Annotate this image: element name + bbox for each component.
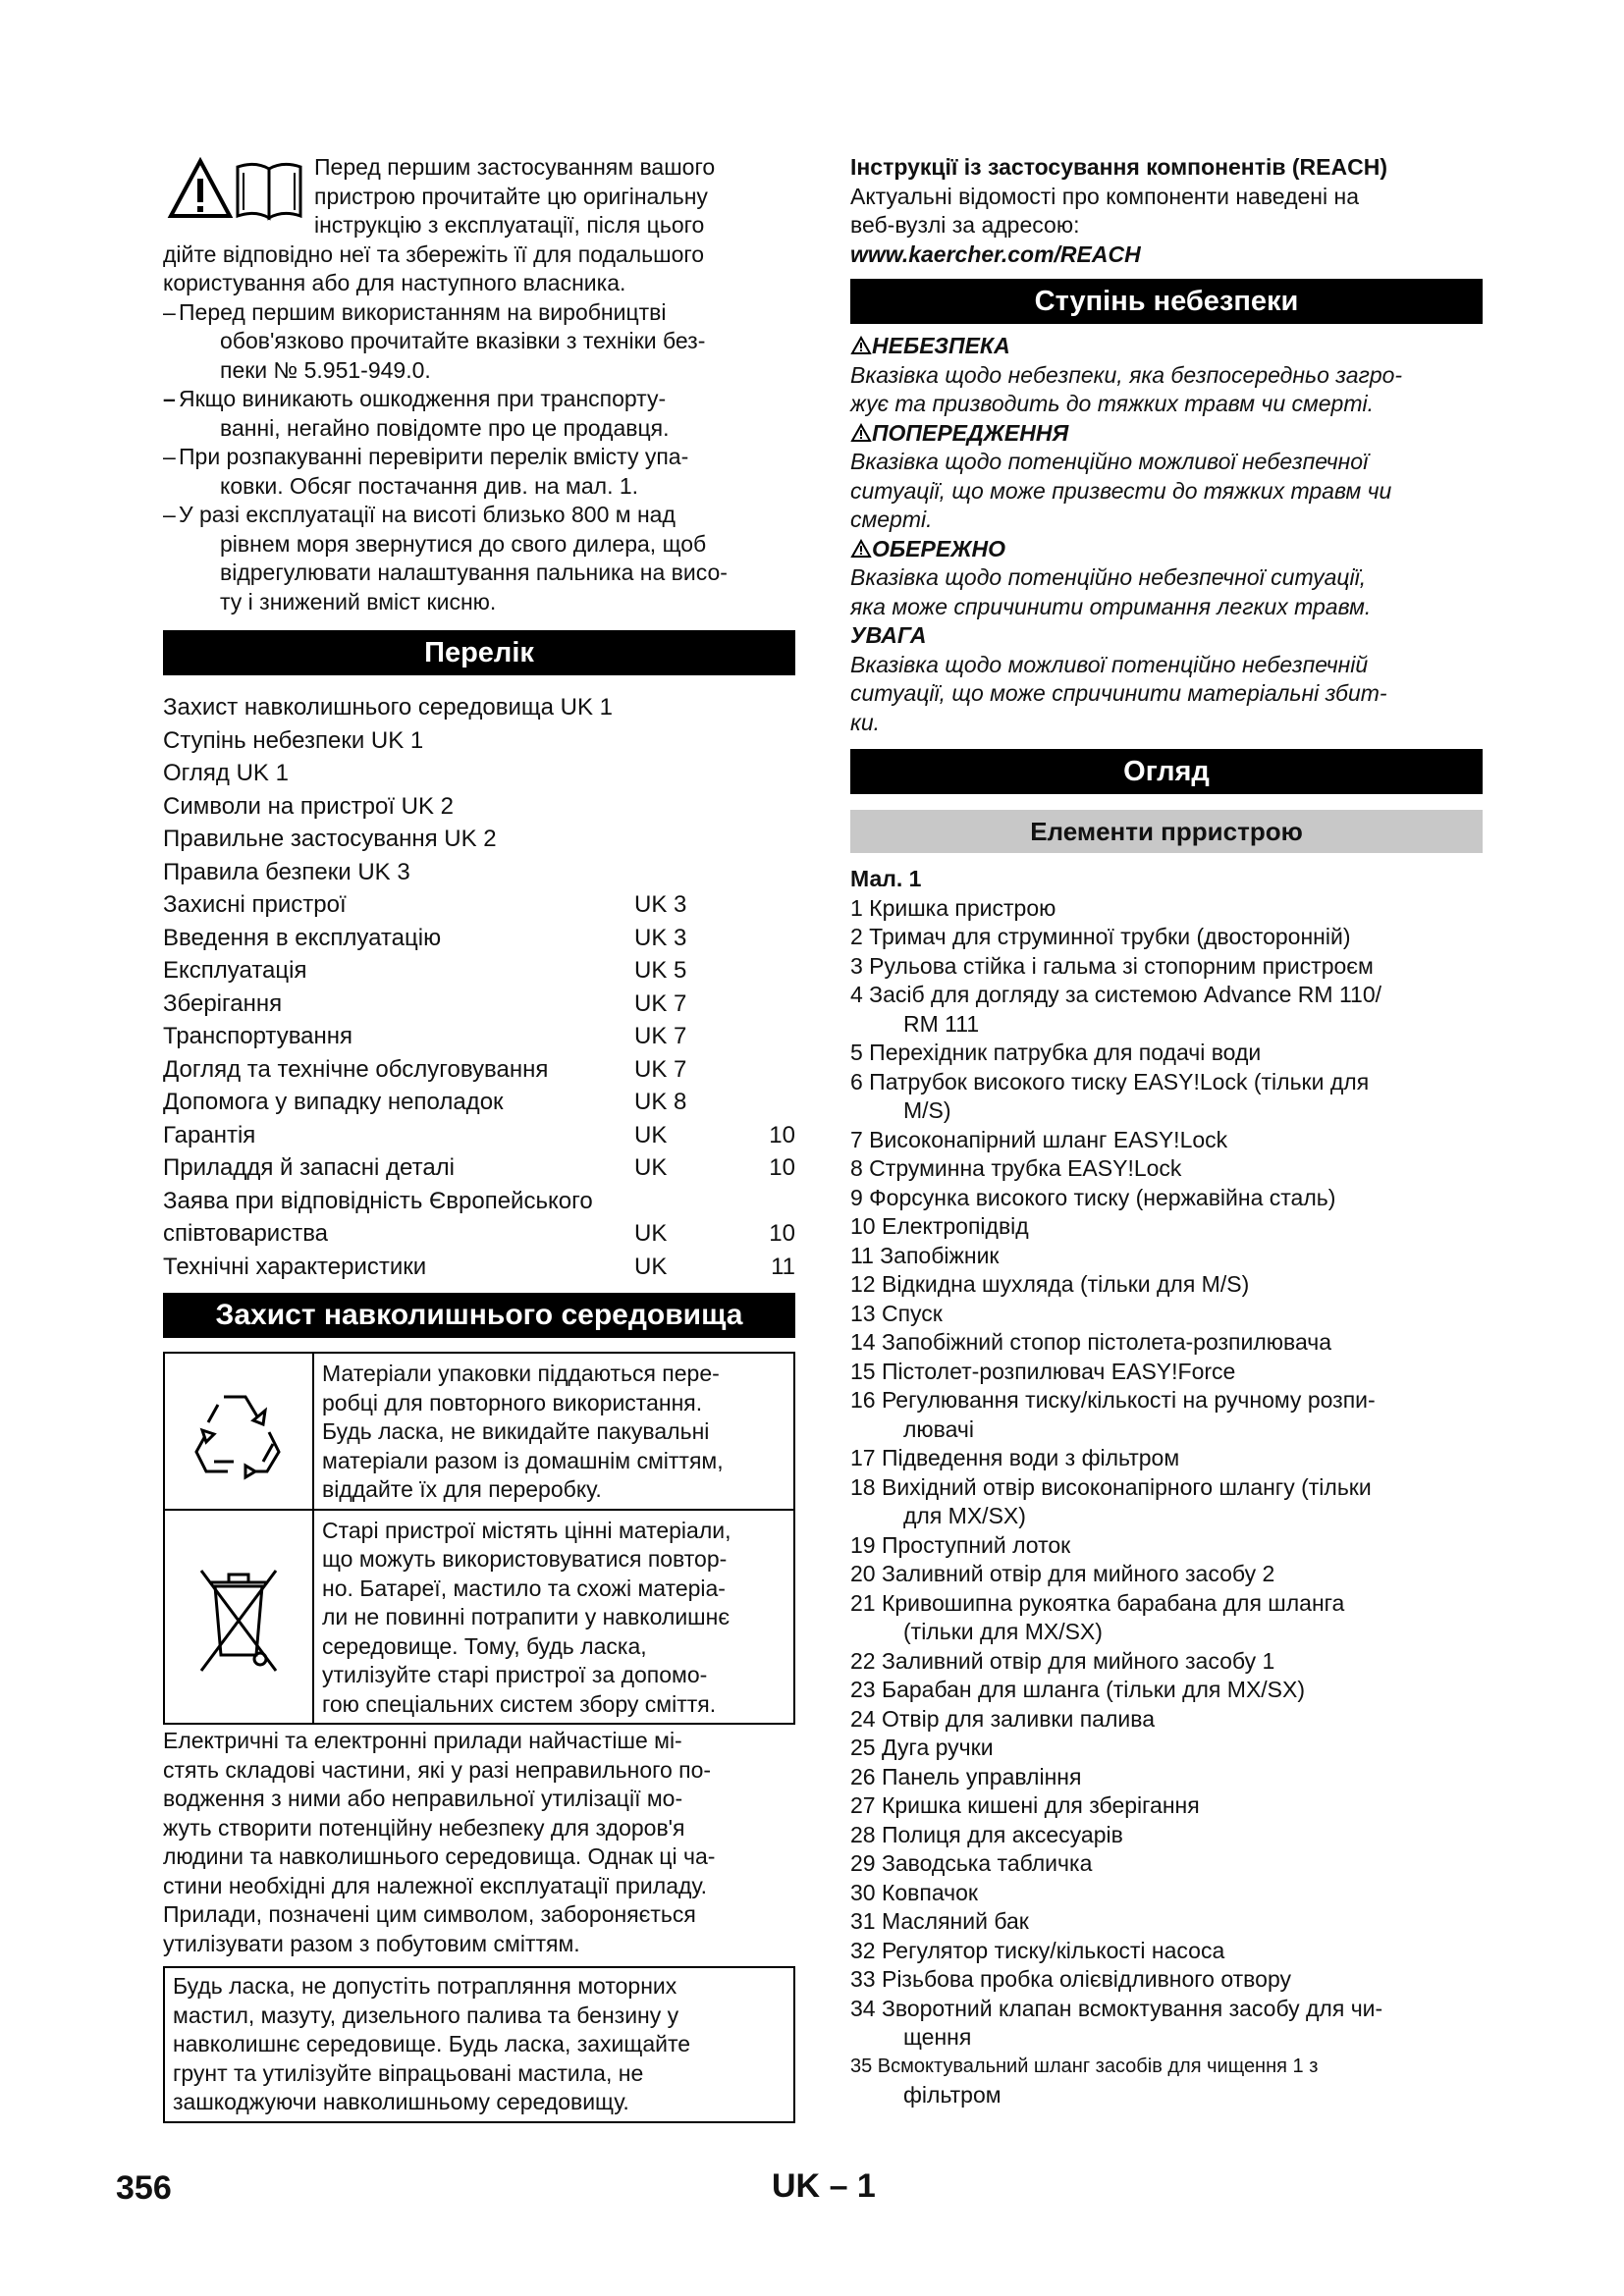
- device-element-item: [850, 1965, 1483, 1995]
- item-line: 9 Форсунка високого тиску (нержавійна сталь): [850, 1184, 1336, 1210]
- device-element-item: [850, 923, 1483, 952]
- env-text-line: Будь ласка, не викидайте пакувальні: [322, 1418, 710, 1444]
- env-text-line: Старі пристрої містять цінні матеріали,: [322, 1517, 731, 1543]
- danger-label: НЕБЕЗПЕКА: [850, 332, 1483, 361]
- device-element-item: [850, 1358, 1483, 1387]
- toc-entry-uk: UK 3: [634, 924, 687, 951]
- toc-entry-page: [752, 1086, 795, 1119]
- device-element-item: [850, 1270, 1483, 1300]
- toc-entry-uk: [634, 724, 752, 758]
- toc-entry-uk: UK: [634, 1220, 668, 1247]
- toc-entry-page: [752, 988, 795, 1021]
- intro-bullet: – При розпакуванні перевірити перелік вмісту упа- ковки. Обсяг постачання див. на мал. 1.: [163, 443, 795, 501]
- device-element-item: [850, 1154, 1483, 1184]
- toc-entry-name: Заява при відповідність Європейського: [163, 1187, 593, 1214]
- figure-label: Мал. 1: [850, 866, 922, 891]
- device-element-item: [850, 1734, 1483, 1763]
- device-element-item: [850, 1995, 1483, 2053]
- item-line: 10 Електропідвід: [850, 1213, 1029, 1239]
- text-line: Електричні та електронні прилади найчастіше мі-: [163, 1728, 682, 1753]
- danger-levels: [850, 332, 1483, 737]
- item-line: 20 Заливний отвір для мийного засобу 2: [850, 1561, 1275, 1586]
- danger-text-line: ситуації, що може призвести до тяжких травм чи: [850, 477, 1392, 504]
- text-line: жуть створити потенційну небезпеку для здоров'я: [163, 1814, 685, 1841]
- item-line: 4 Засіб для догляду за системою Advance RM 110/: [850, 982, 1382, 1007]
- device-elements-list: [850, 894, 1483, 2110]
- toc-entry-page: [752, 922, 795, 955]
- bullet-line: Перед першим використанням на виробництві: [179, 298, 667, 325]
- toc-entry-page: 10: [769, 1154, 795, 1181]
- device-element-item: [850, 1791, 1483, 1821]
- intro-line: інструкцію з експлуатації, після цього: [314, 212, 705, 238]
- toc-entry-name: Технічні характеристики: [163, 1253, 427, 1280]
- intro-line: дійте відповідно неї та збережіть її для подальшого: [163, 240, 705, 267]
- toc-entry-name: Введення в експлуатацію: [163, 924, 442, 951]
- item-line: 31 Масляний бак: [850, 1908, 1029, 1934]
- toc-entry: [163, 790, 795, 824]
- device-element-item: [850, 1242, 1483, 1271]
- device-element-item: [850, 1821, 1483, 1850]
- item-line: 24 Отвір для заливки палива: [850, 1705, 1155, 1732]
- danger-text-line: смерті.: [850, 507, 933, 532]
- toc-entry-uk: UK 7: [634, 989, 687, 1017]
- toc-entry-page: [752, 757, 795, 790]
- item-line: 14 Запобіжний стопор пістолета-розпилювача: [850, 1329, 1332, 1355]
- device-element-item: [850, 1763, 1483, 1792]
- item-line: 1 Кришка пристрою: [850, 894, 1056, 921]
- intro-bullet: – У разі експлуатації на висоті близько 800 м над рівнем моря звернутися до свого дилера, щоб відрегулювати налаштування пальника на висо- ту і знижений вміст кисню.: [163, 501, 795, 616]
- text-line: людини та навколишнього середовища. Однак ці ча-: [163, 1843, 716, 1869]
- device-element-item: [850, 1039, 1483, 1068]
- env-row-bin: [165, 1509, 793, 1724]
- left-column: [163, 153, 795, 2123]
- bullet-line: ковки. Обсяг постачання див. на мал. 1.: [220, 472, 639, 499]
- env-text-line: середовище. Тому, будь ласка,: [322, 1632, 647, 1659]
- toc-entry: [163, 1020, 795, 1053]
- item-line: 30 Ковпачок: [850, 1879, 978, 1905]
- danger-text-line: Вказівка щодо небезпеки, яка безпосередньо загро-: [850, 361, 1403, 388]
- bullet-line: ванні, негайно повідомте про це продавця.: [220, 414, 670, 441]
- warning-triangle-icon: [850, 420, 872, 446]
- toc-entry-uk: [634, 823, 752, 856]
- device-element-item: [850, 1937, 1483, 1966]
- text-line: утилізувати разом з побутовим сміттям.: [163, 1930, 580, 1956]
- item-line: 17 Підведення води з фільтром: [850, 1445, 1180, 1470]
- danger-text-line: Вказівка щодо можливої потенційно небезпечній: [850, 651, 1369, 677]
- toc-entry-uk: UK 7: [634, 1055, 687, 1083]
- device-element-item: [850, 1907, 1483, 1937]
- item-line: RM 111: [903, 1010, 980, 1037]
- danger-label: ОБЕРЕЖНО: [850, 535, 1483, 564]
- toc-entry: [163, 1053, 795, 1087]
- danger-text-line: Вказівка щодо потенційно можливої небезпечної: [850, 449, 1369, 474]
- device-element-item: [850, 1300, 1483, 1329]
- toc-entry-name: Експлуатація: [163, 957, 307, 984]
- env-text-line: Матеріали упаковки піддаються пере-: [322, 1361, 720, 1386]
- item-line: 11 Запобіжник: [850, 1242, 1000, 1268]
- toc-entry-uk: [634, 691, 752, 724]
- intro-line: пристрою прочитайте цю оригінальну: [314, 183, 708, 209]
- toc-entry-uk: [634, 856, 752, 889]
- electro-paragraph: [163, 1727, 795, 1958]
- item-line: 33 Різьбова пробка олієвідливного отвору: [850, 1966, 1291, 1992]
- toc-entry: [163, 1217, 795, 1251]
- device-element-item: [850, 2053, 1483, 2110]
- device-element-item: [850, 1647, 1483, 1677]
- danger-text-line: яка може спричинити отримання легких травм.: [850, 593, 1372, 619]
- device-element-item: [850, 1068, 1483, 1126]
- toc-entry-uk: UK 3: [634, 891, 687, 918]
- device-element-item: [850, 1589, 1483, 1647]
- item-line: 15 Пістолет-розпилювач EASY!Force: [850, 1358, 1236, 1384]
- toc-entry-page: [752, 1053, 795, 1087]
- env-table: [163, 1352, 795, 1725]
- item-line: 29 Заводська табличка: [850, 1850, 1093, 1876]
- toc-entry-page: [752, 823, 795, 856]
- item-line: 25 Дуга ручки: [850, 1735, 994, 1760]
- device-element-item: [850, 1444, 1483, 1473]
- item-line: 18 Вихідний отвір високонапірного шлангу (тільки: [850, 1473, 1372, 1500]
- warning-triangle-icon: [850, 333, 872, 358]
- text-line: мастил, мазуту, дизельного палива та бензину у: [173, 2002, 679, 2028]
- env-text-line: утилізуйте старі пристрої за допомо-: [322, 1662, 708, 1687]
- device-element-item: [850, 952, 1483, 982]
- item-line: лювачі: [903, 1415, 975, 1442]
- reach-url-link[interactable]: www.kaercher.com/REACH: [850, 240, 1141, 267]
- bullet-line: При розпакуванні перевірити перелік вмісту упа-: [179, 444, 689, 469]
- toc-entry-name: Приладдя й запасні деталі: [163, 1154, 456, 1181]
- device-element-item: [850, 1560, 1483, 1589]
- toc-entry: [163, 922, 795, 955]
- toc-entry-page: 10: [769, 1121, 795, 1148]
- toc-entry-uk: UK: [634, 1154, 668, 1181]
- reach-line: Актуальні відомості про компоненти наведені на: [850, 183, 1359, 209]
- item-line: 2 Тримач для струминної трубки (двосторонній): [850, 924, 1351, 949]
- toc-entry-name: Догляд та технічне обслуговування: [163, 1055, 549, 1083]
- intro-bullet: – Перед першим використанням на виробництві обов'язково прочитайте вказівки з техніки без- пеки № 5.951-949.0.: [163, 298, 795, 386]
- text-line: навколишнє середовище. Будь ласка, захищайте: [173, 2031, 691, 2056]
- toc-entry-page: [752, 856, 795, 889]
- item-line: 8 Струминна трубка EASY!Lock: [850, 1155, 1182, 1181]
- item-line: 19 Проступний лоток: [850, 1531, 1071, 1558]
- env-text-line: віддайте їх для переробку.: [322, 1476, 602, 1502]
- toc-entry-page: [752, 888, 795, 922]
- env-text-line: гою спеціальних систем збору сміття.: [322, 1690, 717, 1717]
- danger-label: УВАГА: [850, 622, 927, 648]
- toc-entry-name: Ступінь небезпеки UK 1: [163, 726, 424, 754]
- intro-block: [163, 153, 795, 298]
- table-of-contents: [163, 691, 795, 1283]
- toc-entry-name: Транспортування: [163, 1023, 353, 1049]
- env-text-line: матеріали разом із домашнім сміттям,: [322, 1447, 724, 1473]
- toc-entry: [163, 1119, 795, 1152]
- env-text-line: но. Батареї, мастило та схожі матеріа-: [322, 1575, 726, 1601]
- device-element-item: [850, 1705, 1483, 1735]
- item-line: 34 Зворотний клапан всмоктування засобу для чи-: [850, 1995, 1383, 2021]
- toc-entry-uk: UK 5: [634, 957, 687, 984]
- text-line: стять складові частини, які у разі неправильного по-: [163, 1756, 712, 1783]
- device-element-item: [850, 1184, 1483, 1213]
- item-line: 16 Регулювання тиску/кількості на ручному розпи-: [850, 1387, 1376, 1413]
- toc-entry-page: [752, 1185, 795, 1218]
- bullet-line: відрегулювати налаштування пальника на висо-: [220, 560, 728, 585]
- env-heading: Захист навколишнього середовища: [163, 1293, 795, 1338]
- toc-entry: [163, 1151, 795, 1185]
- device-element-item: [850, 1849, 1483, 1879]
- intro-line: Перед першим застосуванням вашого: [314, 154, 716, 180]
- item-line: 7 Високонапірний шланг EASY!Lock: [850, 1126, 1228, 1152]
- toc-entry: [163, 757, 795, 790]
- toc-entry: [163, 1185, 795, 1218]
- text-line: зашкоджуючи навколишньому середовищу.: [173, 2089, 629, 2114]
- item-line: 21 Кривошипна рукоятка барабана для шланга: [850, 1589, 1345, 1616]
- bullet-line: пеки № 5.951-949.0.: [220, 356, 431, 383]
- toc-entry: [163, 691, 795, 724]
- bullet-line: обов'язково прочитайте вказівки з техніки без-: [220, 328, 706, 353]
- item-line: 3 Рульова стійка і гальма зі стопорним пристроєм: [850, 952, 1374, 979]
- toc-entry-name: Допомога у випадку неполадок: [163, 1089, 504, 1115]
- toc-entry-page: [752, 954, 795, 988]
- item-line: щення: [903, 2024, 972, 2050]
- overview-heading: Огляд: [850, 749, 1483, 794]
- text-line: водження з ними або неправильної утилізації мо-: [163, 1786, 683, 1811]
- text-line: Прилади, позначені цим символом, забороняється: [163, 1901, 696, 1927]
- toc-entry-name: Захист навколишнього середовища UK 1: [163, 694, 614, 721]
- bullet-line: рівнем моря звернутися до свого дилера, щоб: [220, 530, 707, 557]
- toc-entry: [163, 856, 795, 889]
- toc-entry: [163, 988, 795, 1021]
- toc-entry-page: 10: [769, 1220, 795, 1247]
- item-line: фільтром: [903, 2082, 1001, 2108]
- reach-line: веб-вузлі за адресою:: [850, 212, 1080, 238]
- toc-entry: [163, 823, 795, 856]
- toc-entry-uk: [634, 1185, 752, 1218]
- device-element-item: [850, 1879, 1483, 1908]
- intro-bullet: – Якщо виникають ошкодження при транспорту- ванні, негайно повідомте про це продавця.: [163, 385, 795, 443]
- toc-entry-name: Гарантія: [163, 1121, 256, 1148]
- danger-text-line: жує та призводить до тяжких травм чи смерті.: [850, 391, 1375, 416]
- toc-entry-uk: UK: [634, 1121, 668, 1148]
- recycle-icon: [185, 1377, 293, 1485]
- toc-entry: [163, 888, 795, 922]
- toc-entry-page: [752, 790, 795, 824]
- bullet-line: ту і знижений вміст кисню.: [220, 588, 497, 614]
- device-element-item: [850, 1212, 1483, 1242]
- bullet-line: Якщо виникають ошкодження при транспорту-: [179, 386, 667, 411]
- device-elements-subheading: Елементи прристрою: [850, 810, 1483, 853]
- device-element-item: [850, 1126, 1483, 1155]
- env-text-line: ли не повинні потрапити у навколишнє: [322, 1604, 731, 1629]
- item-line: 5 Перехідник патрубка для подачі води: [850, 1040, 1262, 1065]
- toc-entry-uk: [634, 790, 752, 824]
- device-element-item: [850, 894, 1483, 924]
- toc-entry-page: [752, 1020, 795, 1053]
- item-line: M/S): [903, 1097, 951, 1123]
- danger-text-line: ситуації, що може спричинити матеріальні збит-: [850, 680, 1387, 706]
- toc-heading: Перелік: [163, 630, 795, 675]
- device-element-item: [850, 1386, 1483, 1444]
- item-line: 35 Всмоктувальний шланг засобів для чищення 1 з: [850, 2055, 1319, 2077]
- toc-entry-name: Символи на пристрої UK 2: [163, 792, 455, 820]
- item-line: 12 Відкидна шухляда (тільки для M/S): [850, 1271, 1250, 1297]
- item-line: для MX/SX): [903, 1503, 1026, 1528]
- item-line: 23 Барабан для шланга (тільки для MX/SX): [850, 1677, 1306, 1702]
- toc-entry-name: Зберігання: [163, 989, 283, 1017]
- right-column: [850, 153, 1483, 2110]
- device-element-item: [850, 1531, 1483, 1561]
- toc-entry-name: Правильне застосування UK 2: [163, 826, 497, 852]
- item-line: 32 Регулятор тиску/кількості насоса: [850, 1937, 1225, 1963]
- danger-label: ПОПЕРЕДЖЕННЯ: [850, 419, 1483, 449]
- item-line: (тільки для MX/SX): [903, 1619, 1103, 1644]
- text-line: Будь ласка, не допустіть потрапляння моторних: [173, 1973, 677, 1999]
- toc-entry-page: [752, 724, 795, 758]
- item-line: 26 Панель управління: [850, 1763, 1082, 1789]
- danger-heading: Ступінь небезпеки: [850, 279, 1483, 324]
- device-element-item: [850, 1328, 1483, 1358]
- toc-entry-uk: UK 8: [634, 1089, 687, 1115]
- warning-manual-icon: [167, 157, 306, 222]
- item-line: 22 Заливний отвір для мийного засобу 1: [850, 1647, 1275, 1674]
- device-element-item: [850, 1473, 1483, 1531]
- toc-entry-uk: [634, 757, 752, 790]
- toc-entry-uk: UK: [634, 1253, 668, 1280]
- toc-entry: [163, 1251, 795, 1284]
- toc-entry: [163, 954, 795, 988]
- text-line: грунт та утилізуйте віпрацьовані мастила, не: [173, 2059, 644, 2086]
- device-element-item: [850, 1676, 1483, 1705]
- item-line: 6 Патрубок високого тиску EASY!Lock (тільки для: [850, 1068, 1370, 1095]
- toc-entry-name: Захисні пристрої: [163, 891, 347, 918]
- section-page-label: UK – 1: [772, 2167, 876, 2205]
- item-line: 28 Полиця для аксесуарів: [850, 1821, 1123, 1847]
- item-line: 13 Спуск: [850, 1300, 943, 1326]
- toc-entry-name: Огляд UK 1: [163, 760, 289, 786]
- toc-entry: [163, 724, 795, 758]
- recycle-icon-cell: [165, 1354, 314, 1509]
- crossed-bin-icon: [189, 1553, 288, 1681]
- intro-line: користування або для наступного власника.: [163, 270, 626, 295]
- item-line: 27 Кришка кишені для зберігання: [850, 1792, 1200, 1818]
- danger-text-line: ки.: [850, 709, 881, 735]
- danger-text-line: Вказівка щодо потенційно небезпечної ситуації,: [850, 564, 1367, 590]
- oil-notice-box: [163, 1966, 795, 2123]
- toc-entry: [163, 1086, 795, 1119]
- text-line: стини необхідні для належної експлуатації приладу.: [163, 1872, 707, 1898]
- bullet-line: У разі експлуатації на висоті близько 800 м над: [179, 502, 676, 527]
- toc-entry-name: співтовариства: [163, 1220, 329, 1247]
- toc-entry-name: Правила безпеки UK 3: [163, 858, 410, 885]
- env-row-recycle: [165, 1354, 793, 1509]
- page-number: 356: [116, 2169, 172, 2207]
- toc-entry-uk: UK 7: [634, 1023, 687, 1049]
- warning-triangle-icon: [850, 536, 872, 561]
- reach-title: Інструкції із застосування компонентів (REACH): [850, 154, 1387, 180]
- env-text-line: робці для повторного використання.: [322, 1389, 703, 1415]
- device-element-item: [850, 981, 1483, 1039]
- toc-entry-page: [752, 691, 795, 724]
- bin-icon-cell: [165, 1511, 314, 1724]
- toc-entry-page: 11: [771, 1253, 795, 1280]
- env-text-line: що можуть використовуватися повтор-: [322, 1546, 728, 1572]
